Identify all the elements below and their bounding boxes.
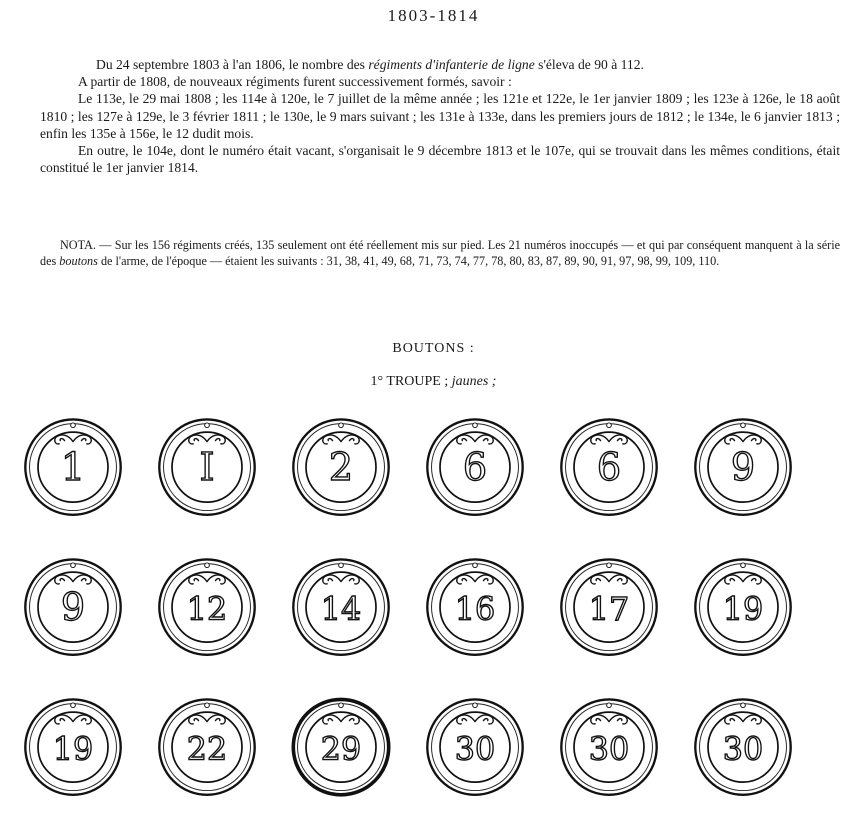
uniform-button: [690, 412, 796, 518]
uniform-button: [20, 552, 126, 658]
paragraph-1-emphasis: régiments d'infanterie de ligne: [368, 57, 535, 72]
paragraph-1: [40, 56, 840, 73]
uniform-button: [288, 412, 394, 518]
button-number: 6: [462, 444, 488, 489]
button-number: 30: [588, 730, 630, 768]
uniform-button: [154, 692, 260, 798]
button-icon: [556, 552, 662, 658]
button-number: 19: [52, 730, 94, 768]
nota-emphasis: boutons: [59, 253, 98, 268]
button-number: 14: [320, 590, 362, 628]
button-icon: [288, 552, 394, 658]
button-icon: [556, 412, 662, 518]
page-title: 1803-1814: [387, 6, 480, 25]
button-icon: [556, 692, 662, 798]
button-icon: [422, 692, 528, 798]
nota-text-b: de l'arme, de l'époque — étaient les suivants : 31, 38, 41, 49, 68, 71, 73, 74, 77, 78, 80, 83, 87, 89, 90, 91, 97, 98, 99, 109, 110.: [97, 253, 720, 268]
nota-paragraph: [40, 238, 840, 269]
button-number: 6: [596, 444, 622, 489]
paragraph-4: En outre, le 104e, dont le numéro était vacant, s'organisait le 9 décembre 1813 et le 107e, qui se trouvait dans les mêmes conditions, était constitué le 1er janvier 1814.: [40, 143, 840, 176]
button-icon: [690, 552, 796, 658]
button-icon: [422, 552, 528, 658]
section-subtitle-text: 1° TROUPE ;: [370, 374, 452, 389]
uniform-button: [288, 692, 394, 798]
uniform-button: [690, 692, 796, 798]
body-text: [40, 56, 840, 176]
section-subtitle-emphasis: jaunes ;: [451, 374, 497, 389]
button-number: 9: [730, 444, 756, 489]
button-number: 12: [186, 590, 228, 628]
button-number: 30: [454, 730, 496, 768]
paragraph-1-text-b: s'éleva de 90 à 112.: [534, 57, 644, 72]
uniform-button: [556, 692, 662, 798]
paragraph-3: Le 113e, le 29 mai 1808 ; les 114e à 120e, le 7 juillet de la même année ; les 121e et 122e, le 1er janvier 1809 ; les 123e à 126e, le 18 août 1810 ; les 127e à 129e, le 3 février 1811 ; le 130e, le 9 mars suivant ; les 131e à 133e, dans les premiers jours de 1812 ; le 134e, le 6 janvier 1813 ; enfin les 135e à 156e, le 12 dudit mois.: [40, 91, 840, 141]
uniform-button: [422, 692, 528, 798]
button-number: 19: [722, 590, 764, 628]
button-number: 1: [60, 444, 86, 489]
button-number: 2: [328, 444, 354, 489]
button-icon: [20, 552, 126, 658]
uniform-button: [422, 552, 528, 658]
button-icon: [20, 692, 126, 798]
button-number: 9: [60, 584, 86, 629]
section-title: BOUTONS :: [392, 341, 475, 356]
uniform-button: [556, 412, 662, 518]
uniform-button: [422, 412, 528, 518]
button-icon: [154, 552, 260, 658]
button-icon: [690, 412, 796, 518]
uniform-button: [556, 552, 662, 658]
button-number: 30: [722, 730, 764, 768]
button-icon: [422, 412, 528, 518]
button-icon: [20, 412, 126, 518]
nota-text-a: NOTA. — Sur les 156 régiments créés, 135 seulement ont été réellement mis sur pied. Les 21 numéros inoccupés — et qui par conséquent manquent à la série des: [40, 238, 840, 268]
button-number: 22: [186, 730, 228, 768]
uniform-button: [154, 412, 260, 518]
button-icon: [288, 692, 394, 798]
uniform-button: [288, 552, 394, 658]
button-number: 29: [320, 730, 362, 768]
button-number: 16: [454, 590, 496, 628]
button-icon: [690, 692, 796, 798]
button-icon: [154, 412, 260, 518]
button-icon: [288, 412, 394, 518]
uniform-button: [20, 412, 126, 518]
paragraph-2: A partir de 1808, de nouveaux régiments furent successivement formés, savoir :: [78, 74, 512, 90]
button-icon: [154, 692, 260, 798]
nota-block: [40, 238, 840, 269]
button-number: 17: [588, 590, 630, 628]
uniform-button: [20, 692, 126, 798]
button-number: I: [199, 444, 215, 489]
paragraph-1-text-a: Du 24 septembre 1803 à l'an 1806, le nombre des: [96, 57, 369, 72]
section-subtitle: [0, 374, 867, 390]
uniform-button: [690, 552, 796, 658]
uniform-button: [154, 552, 260, 658]
